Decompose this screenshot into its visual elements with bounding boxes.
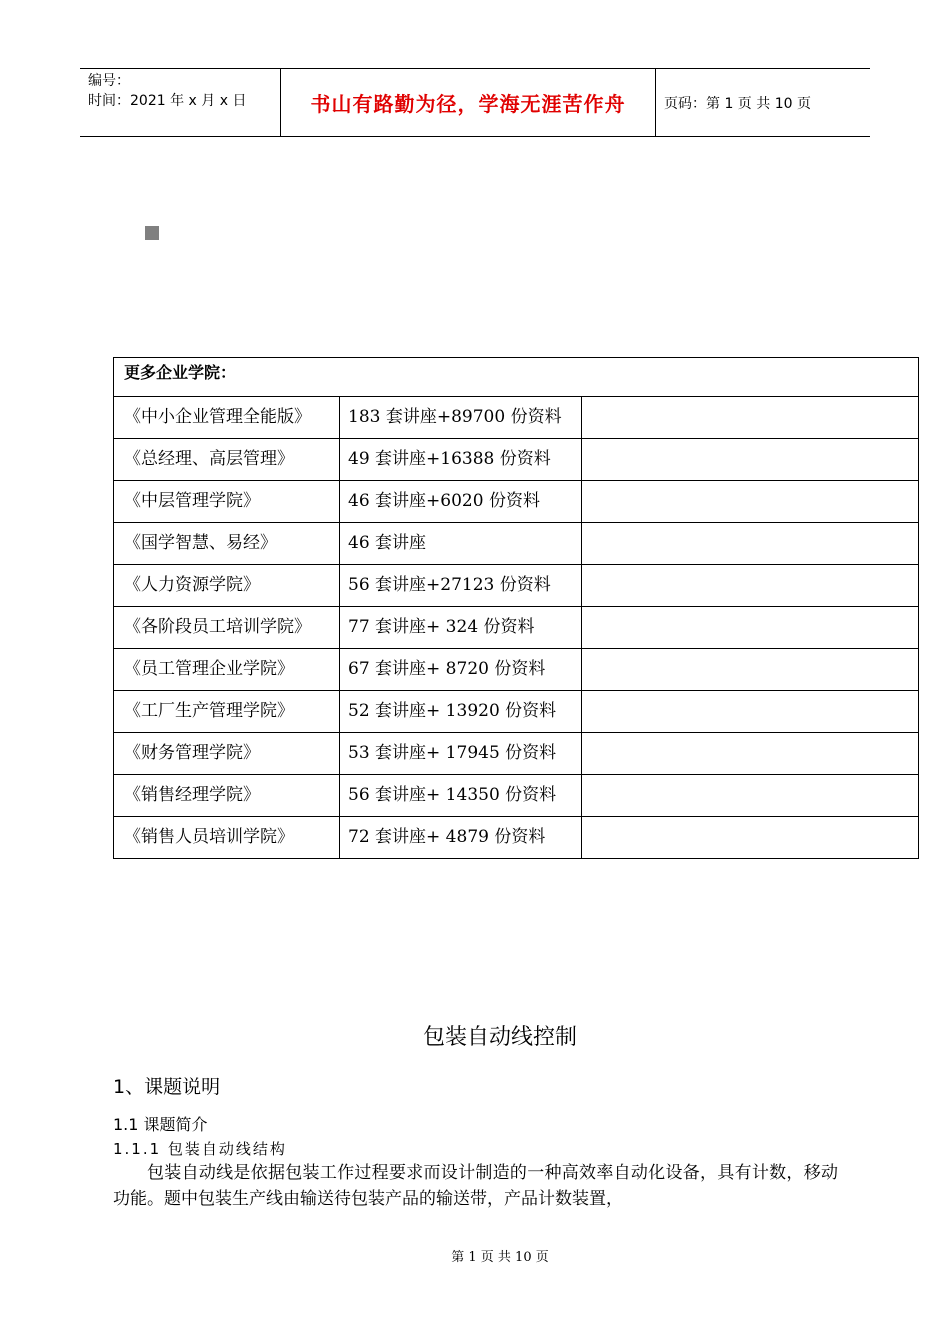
header-meta <box>80 69 281 136</box>
course-info-cell: 56 套讲座+ 14350 份资料 <box>340 775 582 817</box>
course-extra-cell <box>582 607 919 649</box>
course-extra-cell <box>582 817 919 859</box>
course-info-cell: 46 套讲座 <box>340 523 582 565</box>
course-extra-cell <box>582 565 919 607</box>
course-name-cell: 《中层管理学院》 <box>114 481 340 523</box>
course-extra-cell <box>582 481 919 523</box>
section-heading: 1、课题说明 <box>113 1076 221 1098</box>
subsubsection-heading: 1.1.1 包装自动线结构 <box>113 1140 287 1158</box>
subsection-heading: 1.1 课题简介 <box>113 1115 208 1134</box>
table-row <box>114 691 919 733</box>
table-heading: 更多企业学院： <box>114 358 919 397</box>
table-row <box>114 481 919 523</box>
course-info-cell: 52 套讲座+ 13920 份资料 <box>340 691 582 733</box>
header-motto: 书山有路勤为径，学海无涯苦作舟 <box>281 69 656 136</box>
table-row <box>114 523 919 565</box>
course-extra-cell <box>582 733 919 775</box>
document-title: 包装自动线控制 <box>422 1025 577 1050</box>
course-extra-cell <box>582 397 919 439</box>
course-extra-cell <box>582 691 919 733</box>
course-name-cell: 《销售经理学院》 <box>114 775 340 817</box>
table-row <box>114 775 919 817</box>
body-paragraph: 包装自动线是依据包装工作过程要求而设计制造的一种高效率自动化设备，具有计数，移动功能。题中包装生产线由输送待包装产品的输送带，产品计数装置， <box>113 1163 838 1209</box>
page-footer: 第 1 页 共 10 页 <box>451 1250 549 1265</box>
course-name-cell: 《销售人员培训学院》 <box>114 817 340 859</box>
course-name-cell: 《中小企业管理全能版》 <box>114 397 340 439</box>
course-info-cell: 72 套讲座+ 4879 份资料 <box>340 817 582 859</box>
course-extra-cell <box>582 649 919 691</box>
number-label: 编号： <box>88 73 130 89</box>
table-row <box>114 607 919 649</box>
course-extra-cell <box>582 439 919 481</box>
course-name-cell: 《员工管理企业学院》 <box>114 649 340 691</box>
header-page-label: 页码：第 1 页 共 10 页 <box>664 95 811 112</box>
table-row <box>114 817 919 859</box>
course-name-cell: 《国学智慧、易经》 <box>114 523 340 565</box>
course-info-cell: 49 套讲座+16388 份资料 <box>340 439 582 481</box>
table-row <box>114 439 919 481</box>
course-name-cell: 《各阶段员工培训学院》 <box>114 607 340 649</box>
course-info-cell: 53 套讲座+ 17945 份资料 <box>340 733 582 775</box>
course-info-cell: 46 套讲座+6020 份资料 <box>340 481 582 523</box>
course-extra-cell <box>582 775 919 817</box>
table-heading-row <box>114 358 919 397</box>
table-row <box>114 565 919 607</box>
course-info-cell: 77 套讲座+ 324 份资料 <box>340 607 582 649</box>
course-info-cell: 67 套讲座+ 8720 份资料 <box>340 649 582 691</box>
course-table <box>113 357 919 859</box>
time-label: 时间：2021 年 x 月 x 日 <box>88 93 247 109</box>
course-name-cell: 《工厂生产管理学院》 <box>114 691 340 733</box>
table-row <box>114 397 919 439</box>
course-name-cell: 《财务管理学院》 <box>114 733 340 775</box>
course-extra-cell <box>582 523 919 565</box>
table-row <box>114 649 919 691</box>
page-header <box>80 68 870 137</box>
course-name-cell: 《人力资源学院》 <box>114 565 340 607</box>
course-name-cell: 《总经理、高层管理》 <box>114 439 340 481</box>
bullet-square-icon <box>145 226 159 240</box>
course-info-cell: 56 套讲座+27123 份资料 <box>340 565 582 607</box>
course-info-cell: 183 套讲座+89700 份资料 <box>340 397 582 439</box>
table-row <box>114 733 919 775</box>
